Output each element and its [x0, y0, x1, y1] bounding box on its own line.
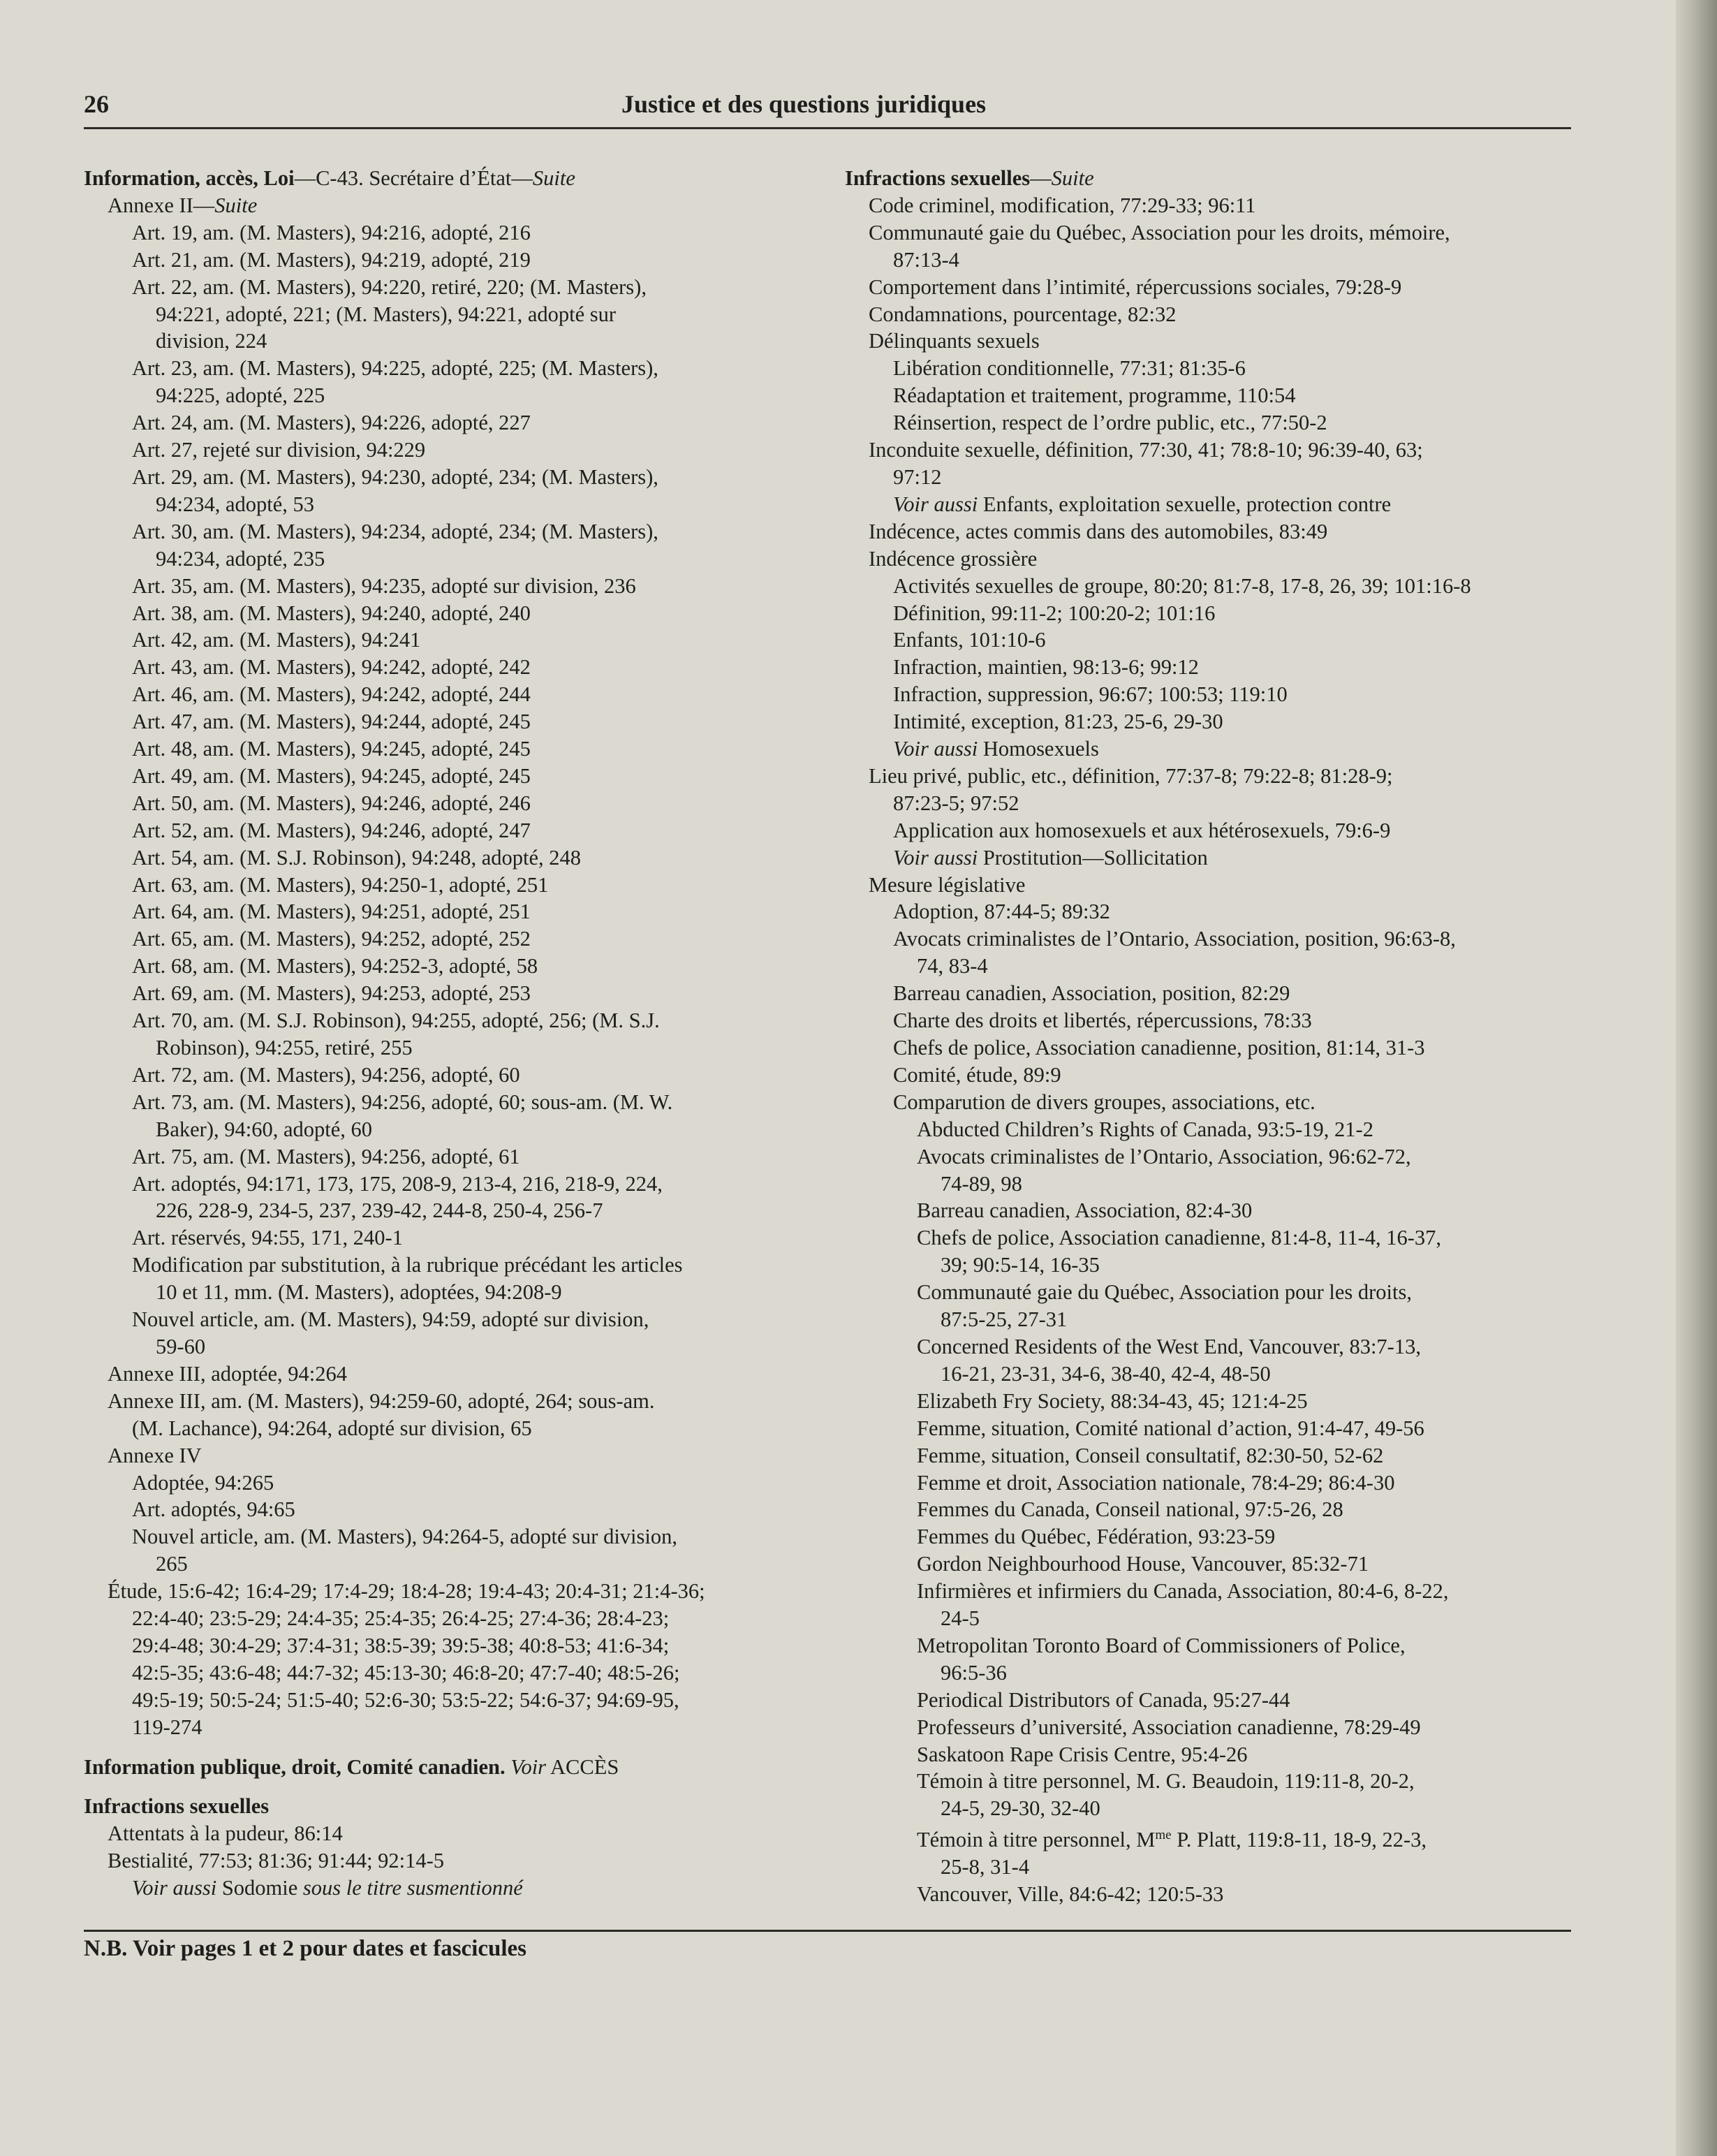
index-entry-line: [845, 1197, 1585, 1224]
right-index-column: [845, 165, 1585, 1908]
entry-text: Indécence, actes commis dans des automobiles, 83:49: [869, 519, 1328, 543]
italic-text: Voir aussi: [893, 737, 978, 761]
index-entry-line: [845, 464, 1585, 491]
index-entry-line: [845, 1034, 1585, 1062]
index-entry-line: [84, 1089, 824, 1116]
footer-note: N.B. Voir pages 1 et 2 pour dates et fascicules: [84, 1936, 527, 1961]
index-entry-line: [845, 274, 1585, 301]
index-entry-line: [845, 518, 1585, 545]
entry-text: Adoption, 87:44-5; 89:32: [893, 900, 1110, 924]
entry-text: Communauté gaie du Québec, Association pour les droits,: [917, 1280, 1412, 1305]
entry-text: Art. 75, am. (M. Masters), 94:256, adopté, 61: [132, 1144, 520, 1168]
entry-text: Modification par substitution, à la rubrique précédant les articles: [132, 1253, 683, 1277]
entry-text: Homosexuels: [978, 737, 1099, 761]
entry-text: Enfants, exploitation sexuelle, protection contre: [978, 492, 1392, 516]
index-entry-line: [84, 409, 824, 437]
entry-text: Barreau canadien, Association, position, 82:29: [893, 981, 1290, 1006]
entry-text: 97:12: [893, 464, 942, 489]
index-entry-line: [84, 1361, 824, 1388]
entry-text: Infirmières et infirmiers du Canada, Association, 80:4-6, 8-22,: [917, 1579, 1449, 1604]
entry-text: Art. 47, am. (M. Masters), 94:244, adopté, 245: [132, 710, 531, 734]
entry-text: Infractions sexuelles: [845, 166, 1031, 190]
index-entry-line: [84, 681, 824, 708]
index-entry-line: [845, 1171, 1585, 1198]
entry-text: Enfants, 101:10-6: [893, 628, 1046, 652]
entry-text: 226, 228-9, 234-5, 237, 239-42, 244-8, 250-4, 256-7: [156, 1198, 603, 1223]
index-entry-line: [845, 953, 1585, 980]
index-entry-line: [84, 1415, 824, 1442]
entry-text: Art. 64, am. (M. Masters), 94:251, adopté, 251: [132, 900, 531, 924]
index-entry-line: [845, 1605, 1585, 1632]
index-entry-line: [84, 1469, 824, 1497]
index-entry-line: [845, 328, 1585, 355]
index-entry-line: [845, 1388, 1585, 1415]
entry-text: 16-21, 23-31, 34-6, 38-40, 42-4, 48-50: [941, 1361, 1271, 1386]
index-entry-line: [84, 219, 824, 247]
index-entry-line: [845, 1881, 1585, 1908]
index-entry-line: [845, 1632, 1585, 1659]
index-entry-line: [845, 247, 1585, 274]
entry-text: Code criminel, modification, 77:29-33; 96:11: [869, 193, 1256, 217]
index-entry-line: [845, 817, 1585, 844]
entry-text: Art. 24, am. (M. Masters), 94:226, adopté, 227: [132, 411, 531, 435]
entry-text: 39; 90:5-14, 16-35: [941, 1253, 1100, 1277]
index-entry-line: [845, 735, 1585, 763]
index-entry-line: [84, 600, 824, 627]
index-entry-line: [84, 1197, 824, 1224]
index-entry-line: [84, 1252, 824, 1279]
entry-text: Art. 65, am. (M. Masters), 94:252, adopté, 252: [132, 927, 531, 951]
entry-text: Art. 30, am. (M. Masters), 94:234, adopté, 234; (M. Masters),: [132, 519, 658, 543]
index-entry-line: [84, 382, 824, 409]
italic-text: Voir aussi: [893, 492, 978, 516]
index-entry-line: [84, 735, 824, 763]
index-entry-line: [84, 1714, 824, 1741]
index-entry-line: [845, 1089, 1585, 1116]
italic-text: Voir aussi: [893, 845, 978, 870]
index-entry-line: [84, 654, 824, 681]
entry-text: Application aux homosexuels et aux hétérosexuels, 79:6-9: [893, 818, 1391, 842]
entry-text: Art. adoptés, 94:171, 173, 175, 208-9, 213-4, 216, 218-9, 224,: [132, 1171, 663, 1196]
index-entry-line: [845, 1469, 1585, 1497]
index-entry-line: [84, 1333, 824, 1361]
entry-text: Vancouver, Ville, 84:6-42; 120:5-33: [917, 1882, 1224, 1907]
entry-text: ACCÈS: [546, 1754, 619, 1779]
index-entry-line: [845, 763, 1585, 790]
index-entry-line: [845, 1007, 1585, 1034]
index-entry-line: [845, 573, 1585, 600]
index-entry-line: [845, 925, 1585, 953]
index-entry-line: [84, 708, 824, 735]
entry-text: Femmes du Canada, Conseil national, 97:5-26, 28: [917, 1497, 1343, 1522]
entry-text: Art. 27, rejeté sur division, 94:229: [132, 438, 426, 462]
entry-text: Art. 21, am. (M. Masters), 94:219, adopté, 219: [132, 247, 531, 272]
entry-text: Communauté gaie du Québec, Association pour les droits, mémoire,: [869, 220, 1450, 244]
entry-text: Periodical Distributors of Canada, 95:27-44: [917, 1687, 1290, 1712]
index-entry-line: [845, 192, 1585, 219]
entry-text: Art. 38, am. (M. Masters), 94:240, adopté, 240: [132, 601, 531, 625]
entry-text: Art. 49, am. (M. Masters), 94:245, adopté, 245: [132, 763, 531, 788]
entry-text: Art. 46, am. (M. Masters), 94:242, adopté, 244: [132, 682, 531, 707]
entry-text: 24-5: [941, 1606, 980, 1631]
entry-text: Annexe IV: [108, 1443, 202, 1467]
entry-text: Comité, étude, 89:9: [893, 1062, 1061, 1087]
index-heading: [84, 165, 824, 192]
entry-text: Art. 23, am. (M. Masters), 94:225, adopté, 225; (M. Masters),: [132, 356, 658, 381]
italic-text: Suite: [1051, 166, 1094, 190]
index-entry-line: [84, 763, 824, 790]
index-entry-line: [84, 872, 824, 899]
index-entry-line: [84, 1659, 824, 1687]
index-entry-line: [845, 1578, 1585, 1605]
index-entry-line: [845, 1062, 1585, 1089]
index-entry-line: [84, 1007, 824, 1034]
index-entry-line: [84, 573, 824, 600]
entry-text: Art. 63, am. (M. Masters), 94:250-1, adopté, 251: [132, 872, 549, 897]
index-entry-line: [845, 1224, 1585, 1252]
italic-text: Voir aussi: [132, 1876, 217, 1900]
index-entry-line: [845, 626, 1585, 654]
index-entry-line: [845, 654, 1585, 681]
entry-text: Adoptée, 94:265: [132, 1470, 274, 1495]
entry-text: Intimité, exception, 81:23, 25-6, 29-30: [893, 710, 1223, 734]
index-entry-line: [845, 491, 1585, 518]
entry-text: Prostitution—Sollicitation: [978, 845, 1208, 870]
entry-text: Femmes du Québec, Fédération, 93:23-59: [917, 1525, 1276, 1549]
entry-text: division, 224: [156, 329, 267, 353]
entry-text: Art. 50, am. (M. Masters), 94:246, adopté, 246: [132, 791, 531, 815]
entry-text: (M. Lachance), 94:264, adopté sur division, 65: [132, 1416, 532, 1440]
index-entry-line: [845, 1143, 1585, 1171]
entry-text: 74, 83-4: [917, 954, 988, 978]
entry-text: 119-274: [132, 1715, 202, 1739]
entry-text: 94:234, adopté, 235: [156, 546, 325, 571]
entry-text: Art. 19, am. (M. Masters), 94:216, adopté, 216: [132, 220, 531, 244]
entry-text: Nouvel article, am. (M. Masters), 94:264-5, adopté sur division,: [132, 1525, 677, 1549]
entry-text: 49:5-19; 50:5-24; 51:5-40; 52:6-30; 53:5-22; 54:6-37; 94:69-95,: [132, 1687, 679, 1712]
entry-text: Concerned Residents of the West End, Vancouver, 83:7-13,: [917, 1334, 1421, 1358]
book-spine-shadow: [1676, 0, 1717, 2156]
index-entry-line: [845, 1306, 1585, 1333]
index-entry-line: [845, 1550, 1585, 1578]
index-entry-line: [84, 1578, 824, 1605]
entry-text: Art. 72, am. (M. Masters), 94:256, adopté, 60: [132, 1062, 520, 1087]
entry-text: 24-5, 29-30, 32-40: [941, 1796, 1100, 1821]
index-entry-line: [845, 708, 1585, 735]
entry-text: 29:4-48; 30:4-29; 37:4-31; 38:5-39; 39:5-38; 40:8-53; 41:6-34;: [132, 1633, 670, 1657]
index-entry-line: [84, 1496, 824, 1523]
entry-text: Gordon Neighbourhood House, Vancouver, 85:32-71: [917, 1552, 1369, 1576]
index-entry-line: [84, 1224, 824, 1252]
index-entry-line: [84, 1632, 824, 1659]
entry-text: Annexe III, adoptée, 94:264: [108, 1361, 348, 1386]
entry-text: Bestialité, 77:53; 81:36; 91:44; 92:14-5: [108, 1849, 445, 1873]
entry-text: Comportement dans l’intimité, répercussions sociales, 79:28-9: [869, 274, 1402, 299]
entry-text: 87:5-25, 27-31: [941, 1307, 1068, 1332]
index-entry-line: [845, 898, 1585, 925]
index-entry-line: [84, 1171, 824, 1198]
entry-text: Art. adoptés, 94:65: [132, 1497, 295, 1522]
index-entry-line: [84, 274, 824, 301]
entry-spacer: [84, 1741, 824, 1754]
entry-text: —C-43. Secrétaire d’État—: [294, 166, 533, 190]
page-number: 26: [84, 90, 109, 118]
index-entry-line: [84, 953, 824, 980]
entry-text: Barreau canadien, Association, 82:4-30: [917, 1198, 1253, 1223]
index-entry-line: [84, 1279, 824, 1306]
left-index-column: [84, 165, 824, 1902]
index-entry-line: [84, 491, 824, 518]
entry-text: Inconduite sexuelle, définition, 77:30, 41; 78:8-10; 96:39-40, 63;: [869, 438, 1423, 462]
entry-text: Témoin à titre personnel, M: [917, 1828, 1156, 1852]
footer-rule: [84, 1930, 1571, 1932]
index-entry-line: [845, 844, 1585, 872]
index-entry-line: [845, 301, 1585, 328]
entry-text: Activités sexuelles de groupe, 80:20; 81:7-8, 17-8, 26, 39; 101:16-8: [893, 573, 1471, 598]
italic-text: Suite: [214, 193, 258, 217]
entry-text: Annexe III, am. (M. Masters), 94:259-60, adopté, 264; sous-am.: [108, 1388, 655, 1413]
entry-text: 96:5-36: [941, 1660, 1007, 1685]
entry-text: Art. 43, am. (M. Masters), 94:242, adopté, 242: [132, 655, 531, 680]
entry-text: Abducted Children’s Rights of Canada, 93:5-19, 21-2: [917, 1117, 1373, 1141]
index-heading: [84, 1793, 824, 1820]
entry-text: 265: [156, 1552, 188, 1576]
index-entry-line: [84, 1116, 824, 1143]
header-rule: [84, 127, 1571, 129]
entry-text: Saskatoon Rape Crisis Centre, 95:4-26: [917, 1742, 1248, 1766]
entry-text: Robinson), 94:255, retiré, 255: [156, 1036, 413, 1059]
index-entry-line: [84, 1143, 824, 1171]
index-entry-line: [84, 192, 824, 219]
index-entry-line: [845, 1768, 1585, 1795]
index-entry-line: [845, 1442, 1585, 1469]
index-entry-line: [845, 681, 1585, 708]
index-entry-line: [84, 545, 824, 573]
index-entry-line: [84, 790, 824, 817]
index-entry-line: [845, 1116, 1585, 1143]
index-entry-line: [845, 600, 1585, 627]
entry-text: 25-8, 31-4: [941, 1855, 1030, 1879]
entry-text: Metropolitan Toronto Board of Commissioners of Police,: [917, 1633, 1406, 1657]
entry-text: 42:5-35; 43:6-48; 44:7-32; 45:13-30; 46:8-20; 47:7-40; 48:5-26;: [132, 1660, 680, 1685]
index-entry-line: [845, 1687, 1585, 1714]
index-entry-line: [84, 1442, 824, 1469]
entry-text: Sodomie: [216, 1876, 303, 1900]
entry-text: 87:23-5; 97:52: [893, 791, 1019, 815]
index-entry-line: [84, 355, 824, 382]
entry-text: Femme et droit, Association nationale, 78:4-29; 86:4-30: [917, 1470, 1395, 1495]
entry-text: Art. 42, am. (M. Masters), 94:241: [132, 628, 421, 652]
entry-text: 94:221, adopté, 221; (M. Masters), 94:221, adopté sur: [156, 302, 617, 326]
index-entry-line: [84, 844, 824, 872]
index-entry-line: [845, 437, 1585, 464]
entry-text: me: [1155, 1828, 1172, 1843]
entry-text: Chefs de police, Association canadienne, position, 81:14, 31-3: [893, 1036, 1425, 1059]
entry-text: Réinsertion, respect de l’ordre public, etc., 77:50-2: [893, 411, 1327, 435]
entry-text: Annexe II—: [108, 193, 215, 217]
index-entry-line: [845, 1333, 1585, 1361]
index-entry-line: [84, 328, 824, 355]
entry-text: Art. réservés, 94:55, 171, 240-1: [132, 1226, 403, 1250]
index-entry-line: [845, 1496, 1585, 1523]
index-entry-line: [84, 898, 824, 925]
entry-text: Étude, 15:6-42; 16:4-29; 17:4-29; 18:4-28; 19:4-43; 20:4-31; 21:4-36;: [108, 1579, 705, 1604]
entry-text: Infraction, suppression, 96:67; 100:53; 119:10: [893, 682, 1288, 707]
index-entry-line: [84, 464, 824, 491]
index-entry-line: [845, 872, 1585, 899]
index-entry-line: [845, 1741, 1585, 1768]
index-entry-line: [845, 409, 1585, 437]
index-entry-line: [845, 1252, 1585, 1279]
entry-text: 94:234, adopté, 53: [156, 492, 315, 516]
index-heading: [84, 1754, 824, 1781]
index-entry-line: [84, 1605, 824, 1632]
index-entry-line: [84, 1847, 824, 1875]
italic-text: Voir: [510, 1754, 547, 1779]
index-entry-line: [84, 980, 824, 1007]
index-entry-line: [84, 1875, 824, 1902]
entry-text: Mesure législative: [869, 872, 1026, 897]
entry-text: Avocats criminalistes de l’Ontario, Association, position, 96:63-8,: [893, 927, 1456, 951]
entry-text: Baker), 94:60, adopté, 60: [156, 1117, 373, 1141]
index-entry-line: [845, 219, 1585, 247]
entry-text: Avocats criminalistes de l’Ontario, Association, 96:62-72,: [917, 1144, 1411, 1168]
index-entry-line: [84, 1062, 824, 1089]
entry-text: 22:4-40; 23:5-29; 24:4-35; 25:4-35; 26:4-25; 27:4-36; 28:4-23;: [132, 1606, 670, 1631]
entry-text: Nouvel article, am. (M. Masters), 94:59, adopté sur division,: [132, 1307, 649, 1332]
entry-text: Art. 69, am. (M. Masters), 94:253, adopté, 253: [132, 981, 531, 1006]
index-entry-line: [84, 247, 824, 274]
index-entry-line: [845, 1279, 1585, 1306]
index-entry-line: [845, 355, 1585, 382]
index-entry-line: [845, 545, 1585, 573]
entry-text: Art. 68, am. (M. Masters), 94:252-3, adopté, 58: [132, 954, 538, 978]
index-entry-line: [845, 790, 1585, 817]
entry-text: Art. 52, am. (M. Masters), 94:246, adopté, 247: [132, 818, 531, 842]
entry-text: Indécence grossière: [869, 546, 1038, 571]
entry-text: Condamnations, pourcentage, 82:32: [869, 302, 1177, 326]
italic-text: sous le titre susmentionné: [302, 1876, 523, 1900]
index-entry-line: [84, 1820, 824, 1847]
entry-text: 10 et 11, mm. (M. Masters), adoptées, 94:208-9: [156, 1280, 562, 1305]
page-header: [84, 89, 1570, 126]
entry-text: Art. 54, am. (M. S.J. Robinson), 94:248, adopté, 248: [132, 845, 582, 870]
entry-text: Art. 22, am. (M. Masters), 94:220, retiré, 220; (M. Masters),: [132, 274, 647, 299]
index-entry-line: [845, 1822, 1585, 1854]
entry-text: 94:225, adopté, 225: [156, 383, 325, 408]
entry-text: Infraction, maintien, 98:13-6; 99:12: [893, 655, 1199, 680]
index-entry-line: [84, 925, 824, 953]
entry-text: Chefs de police, Association canadienne, 81:4-8, 11-4, 16-37,: [917, 1226, 1442, 1250]
index-entry-line: [845, 1854, 1585, 1881]
entry-text: Attentats à la pudeur, 86:14: [108, 1821, 343, 1846]
entry-text: Témoin à titre personnel, M. G. Beaudoin, 119:11-8, 20-2,: [917, 1769, 1415, 1794]
index-entry-line: [84, 1550, 824, 1578]
index-entry-line: [845, 1659, 1585, 1687]
entry-text: Information publique, droit, Comité canadien.: [84, 1754, 511, 1779]
entry-text: Femme, situation, Comité national d’action, 91:4-47, 49-56: [917, 1416, 1424, 1440]
entry-text: Professeurs d’université, Association canadienne, 78:29-49: [917, 1715, 1421, 1739]
entry-text: 59-60: [156, 1334, 206, 1358]
entry-text: Charte des droits et libertés, répercussions, 78:33: [893, 1009, 1312, 1033]
index-entry-line: [84, 437, 824, 464]
index-entry-line: [84, 817, 824, 844]
entry-text: —: [1030, 166, 1052, 190]
entry-spacer: [84, 1780, 824, 1793]
italic-text: Suite: [532, 166, 575, 190]
index-entry-line: [845, 1795, 1585, 1822]
index-heading: [845, 165, 1585, 192]
index-entry-line: [845, 980, 1585, 1007]
index-entry-line: [845, 1361, 1585, 1388]
entry-text: Comparution de divers groupes, associations, etc.: [893, 1090, 1316, 1114]
index-entry-line: [845, 1523, 1585, 1550]
index-entry-line: [84, 626, 824, 654]
index-entry-line: [84, 1687, 824, 1714]
index-entry-line: [84, 1034, 824, 1062]
entry-text: Libération conditionnelle, 77:31; 81:35-6: [893, 356, 1246, 381]
entry-text: 74-89, 98: [941, 1171, 1022, 1196]
entry-text: Art. 73, am. (M. Masters), 94:256, adopté, 60; sous-am. (M. W.: [132, 1090, 673, 1114]
entry-text: Elizabeth Fry Society, 88:34-43, 45; 121:4-25: [917, 1388, 1308, 1413]
entry-text: Art. 70, am. (M. S.J. Robinson), 94:255, adopté, 256; (M. S.J.: [132, 1009, 660, 1033]
index-entry-line: [84, 301, 824, 328]
entry-text: Lieu privé, public, etc., définition, 77:37-8; 79:22-8; 81:28-9;: [869, 763, 1393, 788]
index-entry-line: [84, 1306, 824, 1333]
index-entry-line: [845, 1415, 1585, 1442]
index-entry-line: [845, 1714, 1585, 1741]
entry-text: Réadaptation et traitement, programme, 110:54: [893, 383, 1296, 408]
running-head: Justice et des questions juridiques: [621, 90, 987, 118]
index-entry-line: [84, 518, 824, 545]
entry-text: 87:13-4: [893, 247, 959, 272]
entry-text: Art. 29, am. (M. Masters), 94:230, adopté, 234; (M. Masters),: [132, 464, 658, 489]
entry-text: Art. 35, am. (M. Masters), 94:235, adopté sur division, 236: [132, 573, 636, 598]
entry-text: Art. 48, am. (M. Masters), 94:245, adopté, 245: [132, 737, 531, 761]
entry-text: Délinquants sexuels: [869, 329, 1040, 353]
entry-text: Femme, situation, Conseil consultatif, 82:30-50, 52-62: [917, 1443, 1384, 1467]
entry-text: P. Platt, 119:8-11, 18-9, 22-3,: [1171, 1828, 1427, 1852]
entry-text: Définition, 99:11-2; 100:20-2; 101:16: [893, 601, 1216, 625]
index-entry-line: [84, 1388, 824, 1415]
entry-text: Infractions sexuelles: [84, 1794, 270, 1819]
index-entry-line: [84, 1523, 824, 1550]
index-entry-line: [845, 382, 1585, 409]
entry-text: Information, accès, Loi: [84, 166, 295, 190]
